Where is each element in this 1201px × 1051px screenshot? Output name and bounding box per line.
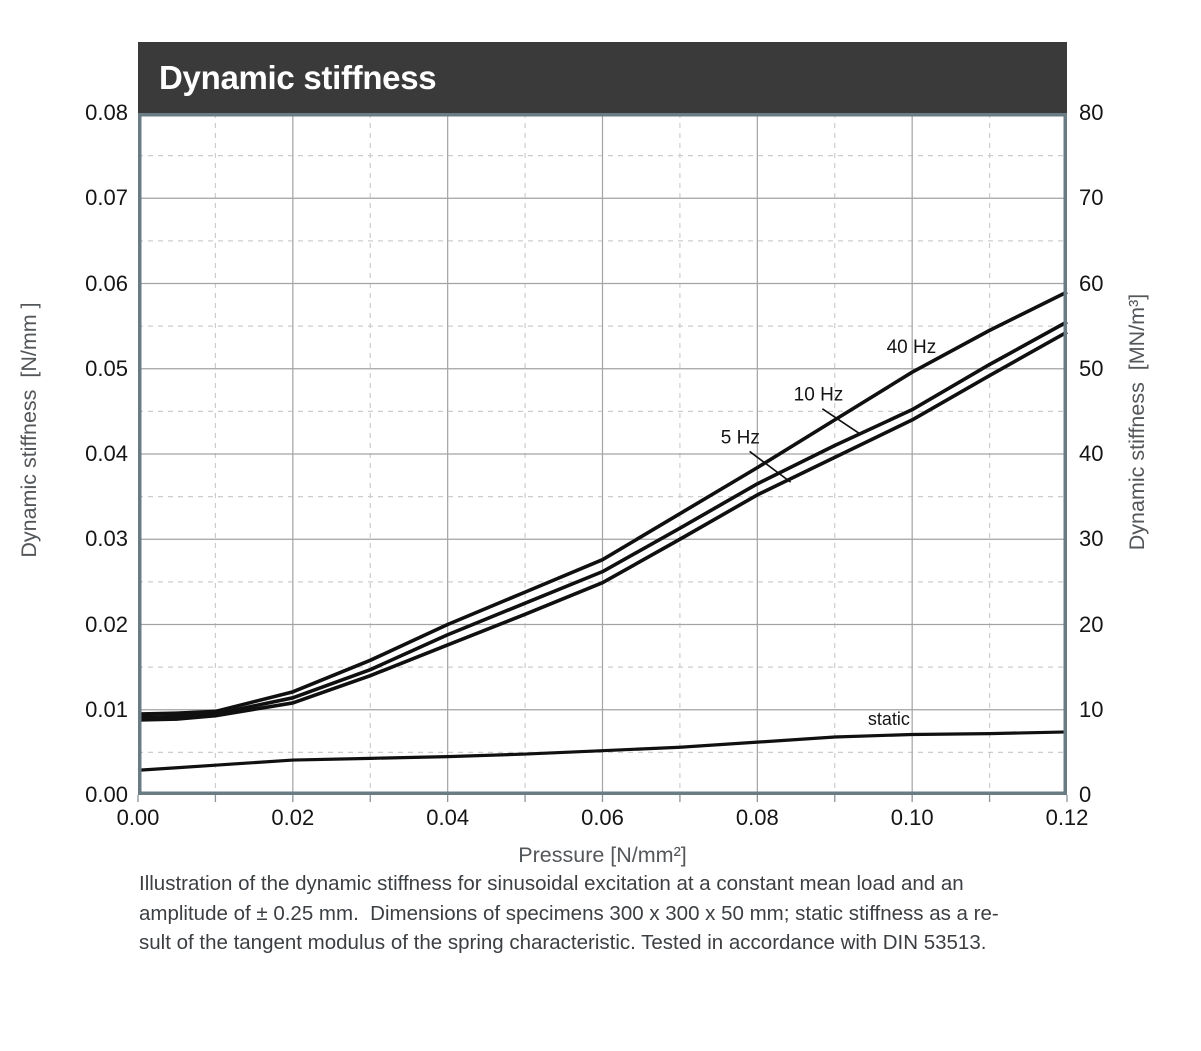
y-left-tick-label: 0.02 [85, 611, 128, 637]
y-left-tick-label: 0.05 [85, 355, 128, 381]
y-left-tick-label: 0.06 [85, 270, 128, 296]
x-tick-label: 0.10 [890, 805, 934, 830]
leader-line-10-hz [822, 409, 859, 434]
chart-title-bar [138, 42, 1067, 113]
y-right-tick-label: 30 [1079, 526, 1104, 552]
x-tick-label: 0.06 [581, 805, 624, 830]
caption-line: Illustration of the dynamic stiffness for sinusoidal excitation at a constant mean load and an [139, 872, 964, 895]
y-right-tick-label: 40 [1079, 441, 1104, 466]
x-tick-label: 0.04 [426, 805, 470, 830]
y-left-tick-label: 0.04 [85, 441, 128, 466]
x-axis-title: Pressure [N/mm²] [518, 843, 687, 867]
y-right-tick-label: 50 [1079, 355, 1104, 381]
x-tick-label: 0.12 [1045, 805, 1089, 830]
y-right-tick-label: 60 [1079, 270, 1104, 296]
y-right-tick-label: 80 [1079, 100, 1104, 125]
y-left-tick-label: 0.00 [85, 782, 128, 807]
y-right-tick-label: 70 [1079, 185, 1104, 211]
caption-line: sult of the tangent modulus of the spring characteristic. Tested in accordance with DIN 53513. [139, 931, 987, 954]
y-left-tick-label: 0.03 [85, 526, 128, 552]
y-left-tick-label: 0.07 [85, 185, 128, 211]
y-axis-title-right: Dynamic stiffness [MN/m³] [1125, 293, 1149, 551]
x-tick-label: 0.08 [735, 805, 779, 830]
y-right-tick-label: 0 [1079, 782, 1092, 807]
y-left-tick-label: 0.08 [85, 100, 128, 125]
y-right-tick-label: 10 [1079, 696, 1104, 722]
chart-plot [138, 113, 1067, 803]
y-right-tick-label: 20 [1079, 611, 1104, 637]
y-left-tick-label: 0.01 [85, 696, 128, 722]
curve-label-40-hz: 40 Hz [886, 336, 937, 358]
x-tick-label: 0.02 [271, 805, 315, 830]
x-tick-label: 0.00 [116, 805, 160, 830]
curve-label-5-hz: 5 Hz [720, 427, 760, 449]
curve-label-10-hz: 10 Hz [793, 384, 844, 406]
figure-caption [139, 869, 1084, 958]
y-axis-title-left: Dynamic stiffness [N/mm ] [17, 302, 41, 558]
chart-title: Dynamic stiffness [159, 59, 437, 96]
caption-line: amplitude of ± 0.25 mm. Dimensions of specimens 300 x 300 x 50 mm; static stiffness as a re- [139, 901, 999, 925]
curve-label-static: static [867, 709, 910, 730]
